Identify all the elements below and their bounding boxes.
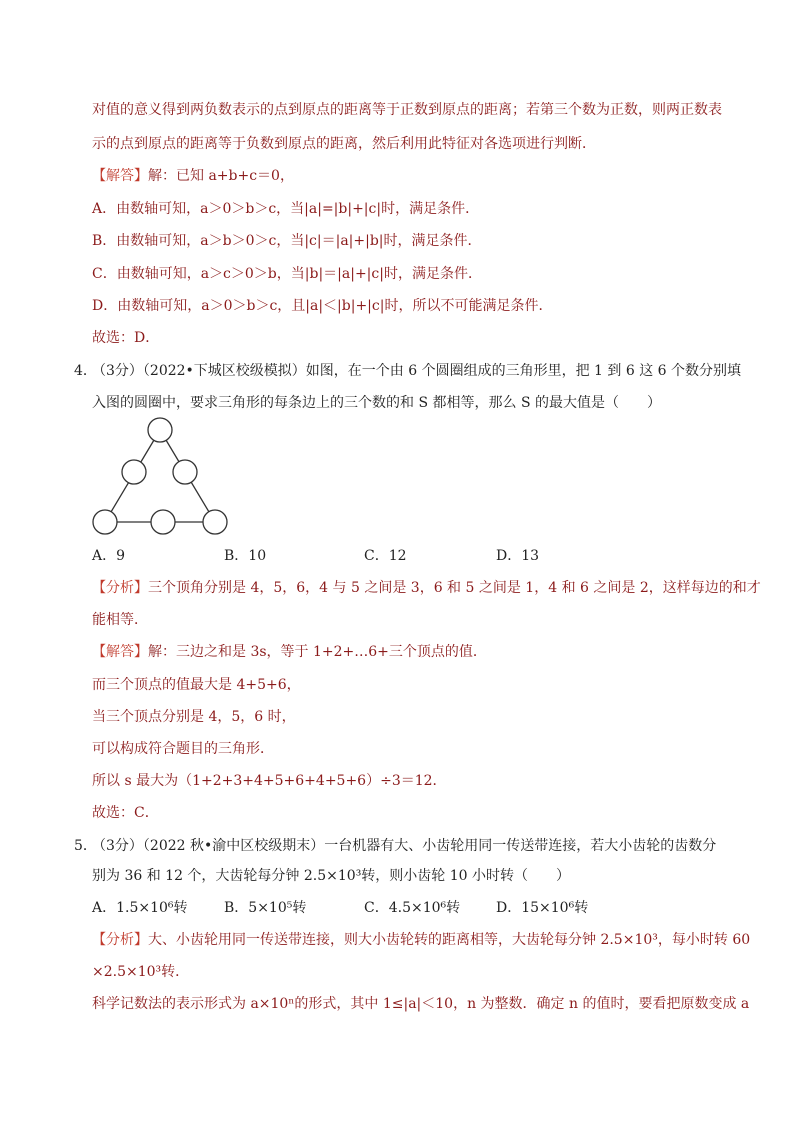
circle-node xyxy=(93,510,117,534)
answer-text: 当三个顶点分别是 4，5，6 时， xyxy=(92,709,296,725)
analysis-tag: 【分析】 xyxy=(92,932,148,948)
option-b: B．5×10⁵转 xyxy=(224,900,307,916)
analysis-text: 三个顶角分别是 4，5，6，4 与 5 之间是 3，6 和 5 之间是 1，4 和 6 之间是 2，这样每边的和才 xyxy=(148,580,761,596)
question-number: 4． xyxy=(74,363,97,379)
choice-line: 故选：D． xyxy=(92,330,160,346)
option-a: A．1.5×10⁶转 xyxy=(92,900,188,916)
option-a: A．9 xyxy=(92,548,126,564)
analysis-text: 大、小齿轮用同一传送带连接，则大小齿轮转的距离相等，大齿轮每分钟 2.5×10³，每小时转 60 xyxy=(148,932,751,948)
answer-text: 解：已知 a+b+c＝0， xyxy=(148,168,294,184)
question-number: 5． xyxy=(74,838,97,854)
answer-text: 所以 s 最大为（1+2+3+4+5+6+4+5+6）÷3＝12． xyxy=(92,773,447,789)
option-analysis-c: C．由数轴可知，a＞c＞0＞b，当|b|＝|a|+|c|时，满足条件． xyxy=(92,266,482,282)
option-c: C．12 xyxy=(364,548,407,564)
choice-line: 故选：C． xyxy=(92,805,159,821)
option-d: D．15×10⁶转 xyxy=(496,900,589,916)
analysis-line xyxy=(92,930,750,950)
analysis-line xyxy=(92,578,761,598)
answer-text: 而三个顶点的值最大是 4+5+6， xyxy=(92,677,301,693)
analysis-text: 能相等． xyxy=(92,612,148,628)
circle-node xyxy=(203,510,227,534)
answer-line xyxy=(92,642,487,662)
circle-node xyxy=(148,418,172,442)
analysis-tag: 【分析】 xyxy=(92,580,148,596)
option-d: D．13 xyxy=(496,548,540,564)
option-c: C．4.5×10⁶转 xyxy=(364,900,461,916)
analysis-text: ×2.5×10³转． xyxy=(92,964,190,980)
text-line: 对值的意义得到两负数表示的点到原点的距离等于正数到原点的距离；若第三个数为正数，则两正数表 xyxy=(92,102,722,118)
text-line: 示的点到原点的距离等于负数到原点的距离，然后利用此特征对各选项进行判断． xyxy=(92,136,596,152)
circle-node xyxy=(173,460,197,484)
question-text: （3分）（2022 秋•渝中区校级期末）一台机器有大、小齿轮用同一传送带连接，若大小齿轮的齿数分 xyxy=(92,838,717,854)
question-text: （3分）（2022•下城区校级模拟）如图，在一个由 6 个圆圈组成的三角形里，把 1 到 6 这 6 个数分别填 xyxy=(92,363,742,379)
triangle-circles-figure xyxy=(88,410,238,540)
question-text: 入图的圆圈中，要求三角形的每条边上的三个数的和 S 都相等，那么 S 的最大值是（ ） xyxy=(92,395,661,411)
analysis-text: 科学记数法的表示形式为 a×10ⁿ的形式，其中 1≤|a|＜10，n 为整数．确定 n 的值时，要看把原数变成 a xyxy=(92,996,750,1012)
circle-node xyxy=(122,460,146,484)
option-analysis-d: D．由数轴可知，a＞0＞b＞c，且|a|＜|b|+|c|时，所以不可能满足条件． xyxy=(92,298,553,314)
answer-text: 可以构成符合题目的三角形． xyxy=(92,741,274,757)
circle-node xyxy=(151,510,175,534)
answer-tag: 【解答】 xyxy=(92,644,148,660)
option-analysis-b: B．由数轴可知，a＞b＞0＞c，当|c|＝|a|+|b|时，满足条件． xyxy=(92,233,482,249)
question-text: 别为 36 和 12 个，大齿轮每分钟 2.5×10³转，则小齿轮 10 小时转（ ） xyxy=(92,868,571,884)
answer-text: 解：三边之和是 3s，等于 1+2+…6+三个顶点的值． xyxy=(148,644,487,660)
answer-tag: 【解答】 xyxy=(92,168,148,184)
answer-line xyxy=(92,166,294,186)
option-analysis-a: A．由数轴可知，a＞0＞b＞c，当|a|=|b|+|c|时，满足条件． xyxy=(92,201,480,217)
option-b: B．10 xyxy=(224,548,267,564)
